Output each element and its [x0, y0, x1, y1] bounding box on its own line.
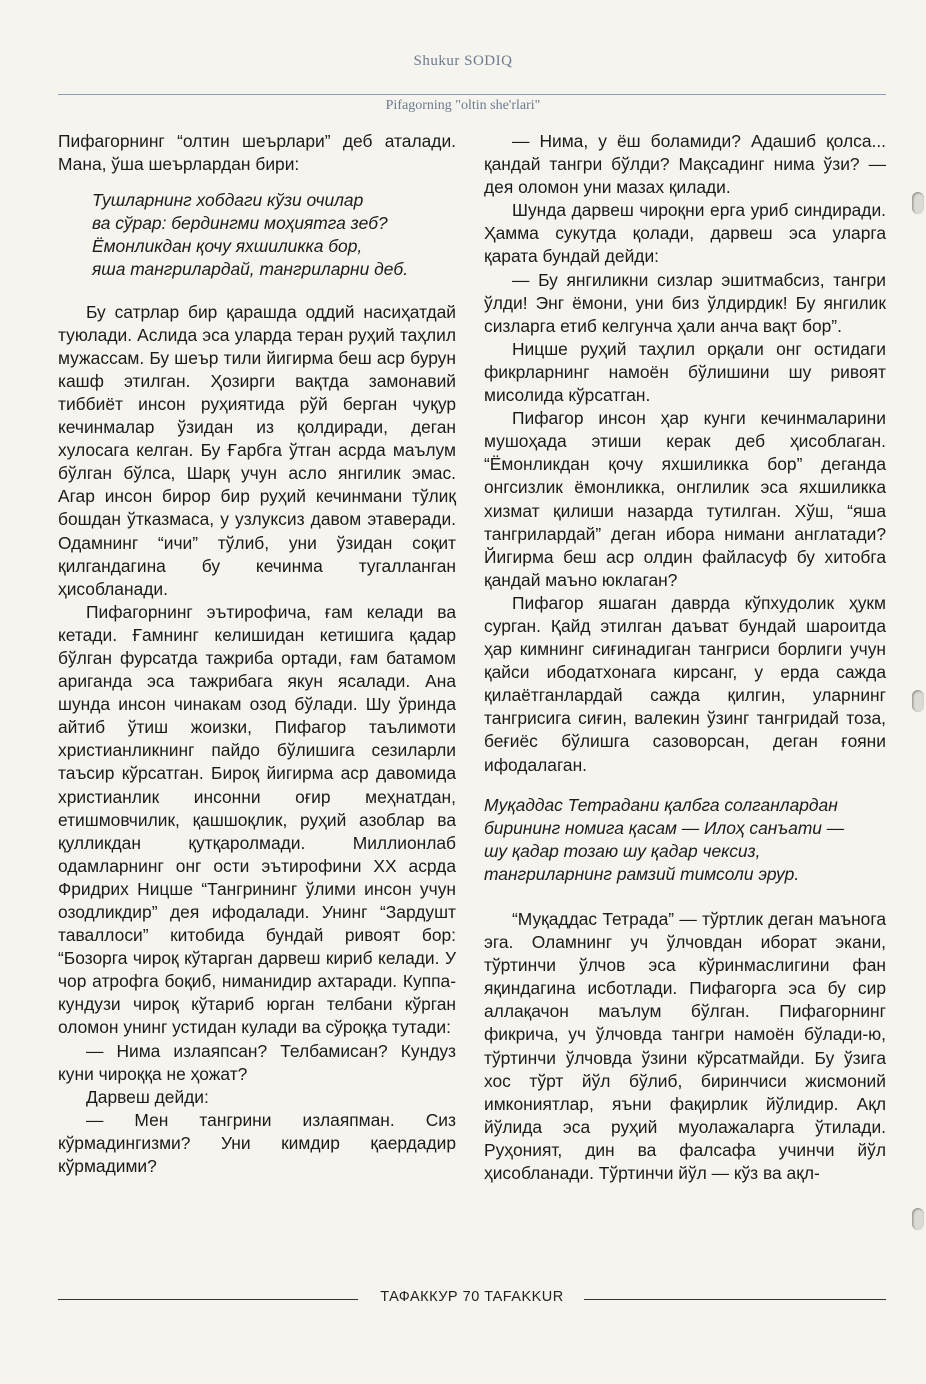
intro-paragraph: Пифагорнинг “олтин шеърлари” деб аталади. Мана, ўша шеърлардан бири: — [58, 131, 456, 175]
header-author: Shukur SODIQ — [413, 53, 513, 69]
poem-stanza — [484, 794, 886, 886]
poem-line: тангриларнинг рамзий тимсоли эрур. — [484, 863, 800, 884]
poem-line: шу қадар тозаю шу қадар чексиз, — [484, 840, 761, 861]
right-column — [484, 130, 886, 1185]
body-paragraph: “Муқаддас Тетрада” — тўртлик деган маънога эга. Оламнинг уч ўлчовдан иборат экани, тўртинчи ўлчов эса кўринмаслигини фан яқиндагина исботлади. Пифагорга эса бу сир аллақачон маълум бўлган. Пифагорнинг фикрича, уч ўлчовда тангри намоён бўлади-ю, тўртинчи ўлчовда ўзини кўрсатмайди. Бу ўзига хос тўрт йўл бўлиб, биринчиси жисмоний имкониятлар, яъни фақирлик йўлидир. Ақл йўлида эса руҳий муолажаларга ўтилади. Руҳоният, дин ва фалсафа учинчи йўл ҳисобланади. Тўртинчи йўл — кўз ва ақл- — [484, 909, 886, 1184]
body-paragraph: Пифагор яшаган даврда кўпхудолик ҳукм сурган. Қайд этилган даъват бундай шароитда ҳар кимнинг сиғинадиган тангриси борлиги учун қайси ибодатхонага кирсанг, у ерда сажда қилаётганлардай сажда қилгин, уларнинг тангрисига сиғин, валекин ўзинг тангридай тоза, беғиёс бўлишга сазоворсан, деган ғояни ифодалаган. — [484, 592, 886, 775]
poem-line: Муқаддас Тетрадани қалбга солганлардан — [484, 794, 838, 815]
poem-line: ва сўрар: бердингми моҳиятга зеб? — [92, 213, 388, 234]
body-paragraph: Бу сатрлар бир қарашда оддий насиҳатдай туюлади. Аслида эса уларда теран руҳий таҳлил мужассам. Бу шеър тили йигирма беш аср бурун кашф этилган. Ҳозирги вақтда замонавий тиббиёт инсон руҳиятида рўй берган чуқур кечинмалар ўзидан из қолдиради, деган хулосага келган. Бу Ғарбга ўтган асрда маълум бўлган бўлса, Шарқ учун асло янгилик эмас. Агар инсон бирор бир руҳий кечинмани тўлиқ бошдан ўтказмаса, у узлуксиз давом этаверади. Одамнинг “ичи” тўлиб, уни ўзидан соқит қилгандагина бу кечинма тугалланган ҳисобланади. — [58, 301, 456, 599]
poem-stanza — [92, 189, 456, 281]
header-divider — [58, 94, 886, 95]
header-article-title: Pifagorning "oltin she'rlari" — [385, 98, 541, 113]
body-paragraph: Шунда дарвеш чироқни ерга уриб синдиради. Ҳамма сукутда қолади, дарвеш эса уларга қарата бундай дейди: — [484, 200, 886, 267]
body-paragraph: Дарвеш дейди: — [86, 1086, 209, 1107]
page-footer — [58, 1289, 886, 1311]
body-paragraph: — Бу янгиликни сизлар эшитмабсиз, тангри ўлди! Энг ёмони, уни биз ўлдирдик! Бу янгилик сизларга етиб келгунча ҳали анча вақт бор”. — [484, 269, 886, 336]
footer-page-number: ТАФАККУР 70 TAFAKKUR — [380, 1289, 564, 1305]
poem-line: Ёмонликдан қочу яхшиликка бор, — [92, 236, 363, 257]
left-column — [58, 130, 456, 1178]
body-paragraph: Ницше руҳий таҳлил орқали онг остидаги фикрларнинг намоён бўлишини шу ривоят мисолида кўрсатган. — [484, 338, 886, 406]
punch-hole-mark — [912, 1208, 924, 1230]
body-paragraph: — Нима, у ёш боламиди? Адашиб қолса... қандай тангри бўлди? Мақсадинг нима ўзи? — дея оломон уни мазах қилади. — [484, 131, 886, 198]
poem-line: Тушларнинг хобдаги кўзи очилар — [92, 190, 364, 211]
punch-hole-mark — [912, 690, 924, 712]
punch-hole-mark — [912, 192, 924, 214]
body-paragraph: — Нима излаяпсан? Телбамисан? Кундуз куни чироққа не ҳожат? — [58, 1040, 456, 1084]
body-paragraph: Пифагорнинг эътирофича, ғам келади ва кетади. Ғамнинг келишидан кетишига қадар бўлган фурсатда тажриба ортади, ғам батамом ариганда эса тажрибага якун ясалади. Ана шунда инсон чинакам озод бўлади. Шу ўринда айтиб ўтиш жоизки, Пифагор таълимоти христианликнинг пайдо бўлишига сезиларли таъсир кўрсатган. Бироқ йигирма аср давомида христианлик инсонни оғир меҳнатдан, етишмовчилик, қашшоқлик, руҳий азоблар ва қулликдан қутқаролмади. Миллионлаб одамларнинг онг ости эътирофини XX асрда Фридрих Ницше “Тангрининг ўлими инсон учун озодликдир” дея ифодалади. Унинг “Зардушт таваллоси” китобида бундай ривоят бор: “Бозорга чироқ кўтарган дарвеш кириб келади. У чор атрофга боқиб, ниманидир ахтаради. Куппа-кундузи чироқ кўтариб юрган телбани кўрган оломон унинг устидан кулади ва сўроққа тутади: — [58, 601, 456, 1038]
footer-rule-right — [584, 1299, 886, 1300]
poem-line: яша тангрилардай, тангриларни деб. — [92, 259, 409, 280]
poem-line: бирининг номига қасам — Илоҳ санъати — — [484, 817, 845, 838]
body-paragraph: Пифагор инсон ҳар кунги кечинмаларини мушоҳада этиши керак деб ҳисоблаган. “Ёмонликдан қочу яхшиликка бор” деганда онгсизлик ёмонликка, онглилик эса яхшиликка хизмат қилиши назарда тутилган. Хўш, “яша тангрилардай” деган ибора нимани англатади? Йигирма беш аср олдин файласуф бу хитобга қандай маъно юклаган? — [484, 408, 886, 590]
body-paragraph: — Мен тангрини излаяпман. Сиз кўрмадингизми? Уни кимдир қаердадир кўрмадими? — [58, 1109, 456, 1177]
